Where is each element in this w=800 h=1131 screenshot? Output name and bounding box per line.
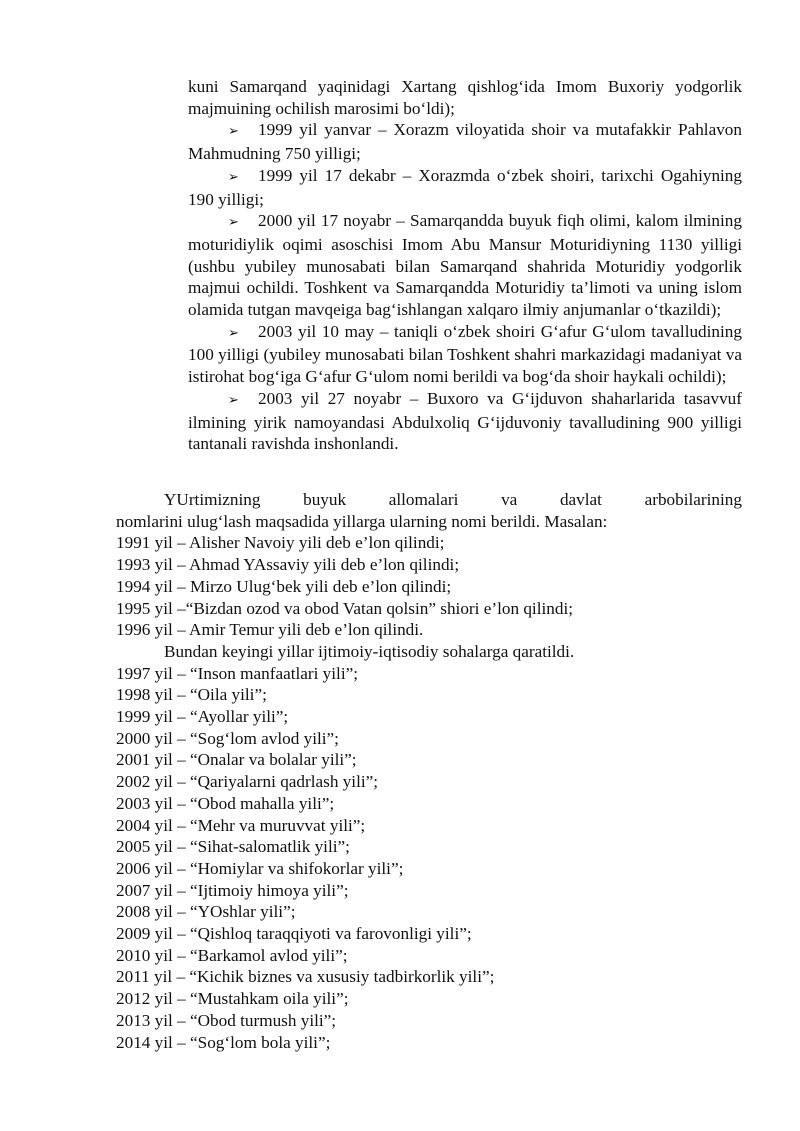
continuation-paragraph: kuni Samarqand yaqinidagi Xartang qishlog‘ida Imom Buxoriy yodgorlik majmuining ochilish marosimi bo‘ldi);: [188, 77, 742, 118]
themed-year-item: 2014 yil – “Sog‘lom bola yili”;: [116, 1032, 331, 1052]
arrow-bullet-icon: ➢: [228, 325, 239, 341]
anniversary-section: [188, 76, 742, 455]
themed-year-item: 2001 yil – “Onalar va bolalar yili”;: [116, 750, 357, 770]
bullet-text: 1999 yil yanvar – Xorazm viloyatida shoir va mutafakkir Pahlavon Mahmudning 750 yilligi;: [188, 120, 742, 164]
themed-year-item: 1997 yil – “Inson manfaatlari yili”;: [116, 663, 358, 683]
lead-word: buyuk: [303, 490, 347, 509]
bullet-text: 2000 yil 17 noyabr – Samarqandda buyuk fiqh olimi, kalom ilmining moturidiylik oqimi asoschisi Imom Abu Mansur Moturidiyning 1130 yilligi (ushbu yubiley munosabati bilan Samarqand shahrida Moturidiy yodgorlik majmui ochildi. Toshkent va Samarqandda Moturidiy ta’limoti va uning islom olamida tutgan mavqeiga bag‘ishlangan xalqaro ilmiy anjumanlar o‘tkazildi);: [188, 211, 742, 320]
arrow-bullet-icon: ➢: [228, 169, 239, 185]
named-year-item: 1995 yil –“Bizdan ozod va obod Vatan qolsin” shiori e’lon qilindi;: [116, 598, 573, 618]
bullet-item: [188, 119, 742, 164]
arrow-bullet-icon: ➢: [228, 392, 239, 408]
lead-word: va: [501, 490, 518, 509]
lead-paragraph-line: [116, 489, 742, 511]
themed-year-item: 2004 yil – “Mehr va muruvvat yili”;: [116, 815, 366, 835]
bullet-item: [188, 165, 742, 210]
themed-year-item: 2009 yil – “Qishloq taraqqiyoti va farovonligi yili”;: [116, 924, 472, 944]
bullet-item: [188, 321, 742, 388]
themed-year-item: 1999 yil – “Ayollar yili”;: [116, 707, 289, 727]
themed-year-item: 2003 yil – “Obod mahalla yili”;: [116, 793, 335, 813]
named-year-item: 1996 yil – Amir Temur yili deb e’lon qilindi.: [116, 620, 424, 640]
year-names-section: [116, 489, 742, 1053]
bullet-item: [188, 388, 742, 455]
named-year-item: 1993 yil – Ahmad YAssaviy yili deb e’lon qilindi;: [116, 555, 460, 575]
themed-year-item: 2008 yil – “YOshlar yili”;: [116, 902, 296, 922]
themed-year-item: 2011 yil – “Kichik biznes va xususiy tadbirkorlik yili”;: [116, 967, 495, 987]
lead-word: YUrtimizning: [164, 490, 261, 509]
lead-word: davlat: [559, 490, 602, 509]
arrow-bullet-icon: ➢: [228, 124, 239, 140]
themed-year-item: 2000 yil – “Sog‘lom avlod yili”;: [116, 728, 339, 748]
subheading-paragraph: Bundan keyingi yillar ijtimoiy-iqtisodiy sohalarga qaratildi.: [164, 641, 575, 661]
themed-year-item: 1998 yil – “Oila yili”;: [116, 685, 267, 705]
lead-word: arbobilarining: [644, 490, 742, 509]
lead-word: allomalari: [388, 490, 459, 509]
bullet-text: 2003 yil 27 noyabr – Buxoro va G‘ijduvon shaharlarida tasavvuf ilmining yirik namoyandasi Abdulxoliq G‘ijduvoniy tavalludining 900 yilligi tantanali ravishda inshonlandi.: [188, 388, 742, 454]
named-year-item: 1991 yil – Alisher Navoiy yili deb e’lon qilindi;: [116, 533, 445, 553]
themed-year-item: 2006 yil – “Homiylar va shifokorlar yili”;: [116, 858, 404, 878]
themed-year-item: 2012 yil – “Mustahkam oila yili”;: [116, 989, 349, 1009]
themed-year-item: 2007 yil – “Ijtimoiy himoya yili”;: [116, 880, 349, 900]
lead-paragraph-continuation: nomlarini ulug‘lash maqsadida yillarga ularning nomi berildi. Masalan:: [116, 511, 608, 531]
named-year-item: 1994 yil – Mirzo Ulug‘bek yili deb e’lon qilindi;: [116, 576, 452, 596]
bullet-text: 2003 yil 10 may – taniqli o‘zbek shoiri G‘afur G‘ulom tavalludining 100 yilligi (yubiley munosabati bilan Toshkent shahri markazidagi madaniyat va istirohat bog‘iga G‘afur G‘ulom nomi berildi va bog‘da shoir haykali ochildi);: [188, 321, 742, 387]
themed-year-item: 2005 yil – “Sihat-salomatlik yili”;: [116, 837, 350, 857]
themed-year-item: 2002 yil – “Qariyalarni qadrlash yili”;: [116, 772, 379, 792]
arrow-bullet-icon: ➢: [228, 215, 239, 231]
bullet-text: 1999 yil 17 dekabr – Xorazmda o‘zbek shoiri, tarixchi Ogahiyning 190 yilligi;: [188, 165, 742, 209]
themed-year-item: 2013 yil – “Obod turmush yili”;: [116, 1010, 337, 1030]
bullet-item: [188, 210, 742, 321]
themed-year-item: 2010 yil – “Barkamol avlod yili”;: [116, 945, 348, 965]
